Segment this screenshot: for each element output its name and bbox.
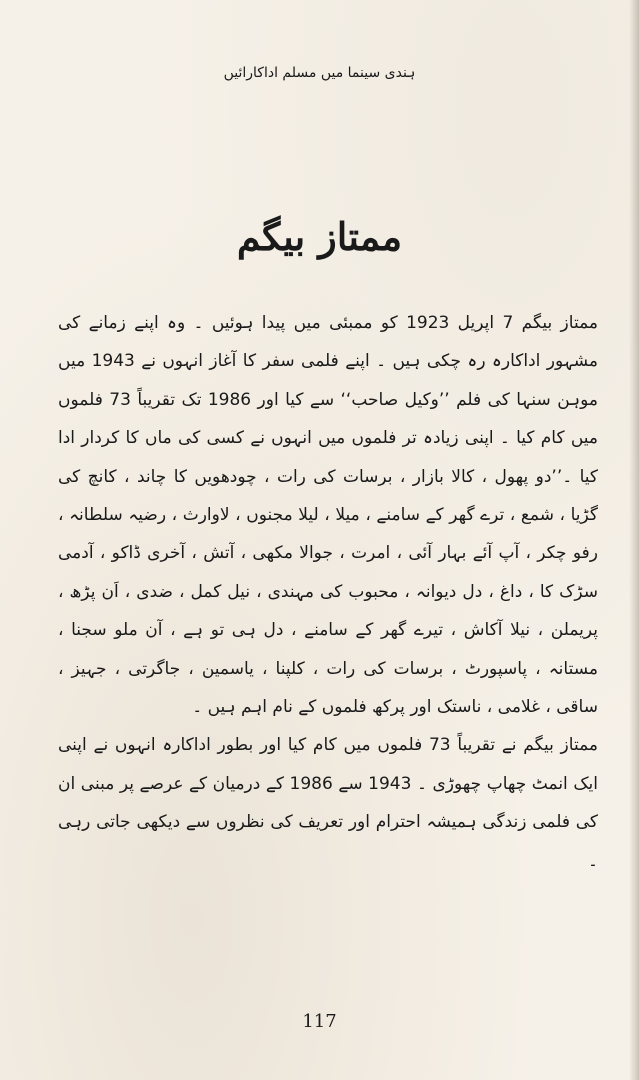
page-number: 117 [302, 1011, 337, 1032]
paragraph-2: ممتاز بیگم نے تقریباً 73 فلموں میں کام کیا اور بطور اداکارہ انہوں نے اپنی ایک انمٹ چھاپ چھوڑی ۔ 1943 سے 1986 کے درمیان کے عرصے پر مبنی ان کی فلمی زندگی ہمیشہ احترام اور تعریف کی نظروں سے دیکھی جاتی رہی ۔ [58, 735, 599, 871]
body-text [58, 304, 598, 880]
chapter-title: ممتاز بیگم [236, 214, 403, 259]
paragraph-1: ممتاز بیگم 7 اپریل 1923 کو ممبئی میں پیدا ہوئیں ۔ وہ اپنے زمانے کی مشہور اداکارہ رہ چکی ہیں ۔ اپنے فلمی سفر کا آغاز انہوں نے 1943 میں موہن سنہا کی فلم ’’وکیل صاحب‘‘ سے کیا اور 1986 تک تقریباً 73 فلموں میں کام کیا ۔ اپنی زیادہ تر فلموں میں انہوں نے کسی کی ماں کا کردار ادا کیا ۔’’دو پھول ، کالا بازار ، برسات کی رات ، چودھویں کا چاند ، کانچ کی گڑیا ، شمع ، ترے گھر کے سامنے ، میلا ، لیلا مجنوں ، لاوارث ، رضیہ سلطانہ ، رفو چکر ، آپ آئے بہار آئی ، امرت ، جوالا مکھی ، آتش ، آخری ڈاکو ، آدمی سڑک کا ، داغ ، دل دیوانہ ، محبوب کی مہندی ، نیل کمل ، ضدی ، اَن پڑھ ، پریملن ، نیلا آکاش ، تیرے گھر کے سامنے ، دل ہی تو ہے ، آن ملو سجنا ، مستانہ ، پاسپورٹ ، برسات کی رات ، کلپنا ، یاسمین ، جاگرتی ، جہیز ، ساقی ، غلامی ، ناستک اور پرکھ فلموں کے نام اہم ہیں ۔ [58, 313, 599, 718]
running-header: ہندی سینما میں مسلم اداکارائیں [223, 65, 416, 81]
page-edge-shadow [629, 0, 639, 1080]
